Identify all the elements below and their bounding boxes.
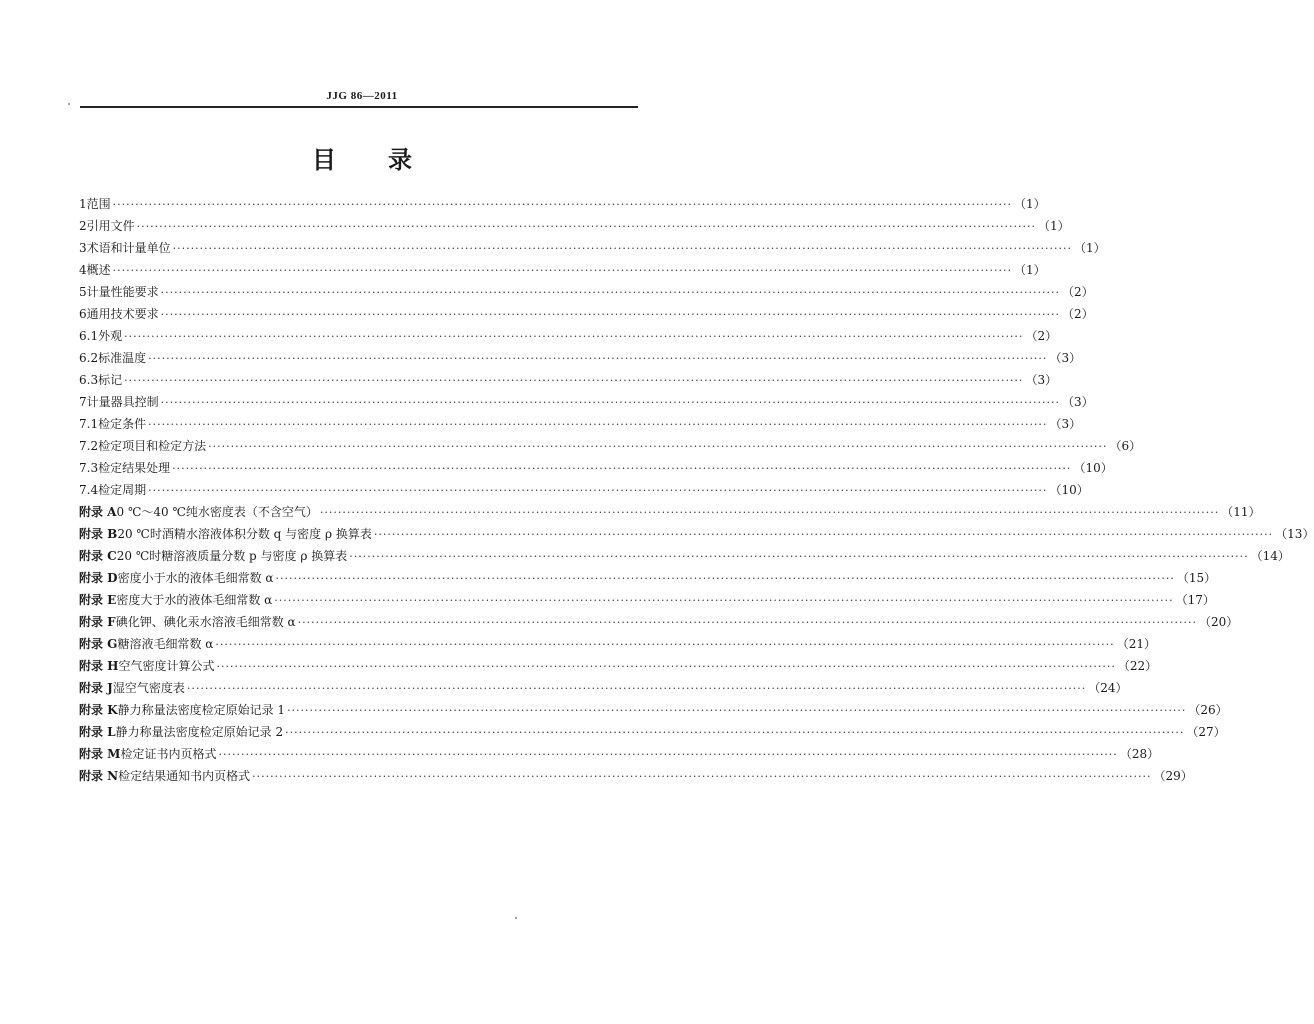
dot-leader: ········································································································································································································ (297, 616, 1197, 629)
toc-entry-number: 1 (79, 197, 87, 211)
toc-entry-title: 计量性能要求 (86, 285, 159, 299)
toc-entry (79, 501, 1261, 523)
toc-entry-page: （10） (1049, 483, 1089, 497)
toc-entry-title: 20 ℃时糖溶液质量分数 p 与密度 ρ 换算表 (116, 549, 348, 563)
toc-entry (79, 435, 1142, 457)
toc-entry-title: 通用技术要求 (86, 307, 159, 321)
toc-entry-title: 检定结果通知书内页格式 (118, 769, 251, 783)
toc-entry-page: （11） (1221, 505, 1261, 519)
toc-entry-title: 糖溶液毛细常数 α (117, 637, 214, 651)
toc-entry-number: 3 (79, 241, 87, 255)
toc-entry-number: 附录 L (79, 725, 116, 739)
toc-entry-number: 附录 N (79, 769, 119, 783)
toc-entry-number: 7.2 (79, 439, 99, 453)
toc-entry-title: 检定周期 (98, 483, 147, 497)
toc-entry-number: 附录 B (79, 527, 118, 541)
toc-entry-number: 6.3 (79, 373, 99, 387)
toc-entry-title: 0 ℃～40 ℃纯水密度表（不含空气） (116, 505, 318, 519)
toc-entry-number: 6 (79, 307, 87, 321)
toc-entry-page: （3） (1025, 373, 1058, 387)
dot-leader: ········································································································································································································ (124, 330, 1024, 343)
dot-leader: ········································································································································································································ (172, 462, 1072, 475)
toc-entry (79, 743, 1160, 765)
standard-code-header: JJG 86—2011 (326, 90, 398, 102)
toc-entry (79, 699, 1228, 721)
toc-entry-title: 引用文件 (86, 219, 135, 233)
toc-entry-page: （20） (1198, 615, 1239, 629)
toc-entry-number: 4 (79, 263, 87, 277)
dot-leader: ········································································································································································································ (148, 484, 1048, 497)
toc-entry-number: 附录 H (79, 659, 119, 673)
toc-entry-page: （29） (1153, 769, 1193, 783)
dot-leader: ········································································································································································································ (160, 308, 1060, 321)
dot-leader: ········································································································································································································ (319, 506, 1220, 519)
toc-entry-page: （1） (1073, 241, 1106, 255)
dot-leader: ········································································································································································································ (349, 550, 1249, 563)
dot-leader: ········································································································································································································ (287, 704, 1187, 717)
toc-entry-page: （3） (1049, 417, 1082, 431)
dot-leader: ········································································································································································································ (124, 374, 1024, 387)
toc-entry-number: 附录 G (79, 637, 118, 651)
dot-leader: ········································································································································································································ (148, 418, 1048, 431)
toc-entry-page: （2） (1061, 285, 1094, 299)
toc-entry-title: 范围 (86, 197, 111, 211)
toc-entry (79, 347, 1082, 369)
dot-leader: ········································································································································································································ (373, 528, 1274, 541)
toc-entry (79, 523, 1314, 545)
toc-entry-page: （17） (1175, 593, 1215, 607)
title-char-2: 录 (388, 146, 412, 174)
dot-leader: ········································································································································································································ (285, 726, 1185, 739)
title-char-1: 目 (312, 146, 336, 174)
toc-entry (79, 369, 1058, 391)
dot-leader: ········································································································································································································ (215, 638, 1115, 651)
toc-entry (79, 655, 1158, 677)
toc-entry-number: 附录 C (79, 549, 117, 563)
toc-entry (79, 303, 1094, 325)
toc-entry-title: 概述 (86, 263, 111, 277)
scan-speck (515, 917, 517, 919)
toc-entry-title: 检定证书内页格式 (120, 747, 217, 761)
toc-entry-title: 计量器具控制 (86, 395, 159, 409)
toc-entry-page: （22） (1117, 659, 1158, 673)
toc-entry-page: （13） (1275, 527, 1314, 541)
page-title (0, 140, 724, 175)
dot-leader: ········································································································································································································ (160, 286, 1060, 299)
toc-entry-page: （28） (1119, 747, 1160, 761)
toc-entry-title: 检定结果处理 (98, 461, 171, 475)
toc-entry-title: 静力称量法密度检定原始记录 1 (117, 703, 286, 717)
scan-speck (68, 103, 70, 105)
toc-entry-page: （26） (1188, 703, 1228, 717)
toc-entry-title: 标准温度 (98, 351, 147, 365)
toc-entry (79, 325, 1058, 347)
toc-entry-number: 7 (79, 395, 87, 409)
toc-entry-title: 术语和计量单位 (86, 241, 171, 255)
toc-entry-number: 附录 J (79, 681, 113, 695)
toc-entry-number: 5 (79, 285, 87, 299)
toc-entry (79, 677, 1128, 699)
header-rule (80, 106, 638, 108)
toc-entry-page: （21） (1116, 637, 1156, 651)
toc-entry-page: （6） (1109, 439, 1142, 453)
dot-leader: ········································································································································································································ (274, 594, 1174, 607)
toc-entry-number: 7.3 (79, 461, 99, 475)
toc-entry-page: （1） (1013, 197, 1046, 211)
toc-entry-number: 附录 M (79, 747, 121, 761)
toc-entry-title: 外观 (98, 329, 123, 343)
dot-leader: ········································································································································································································ (218, 748, 1118, 761)
toc-entry (79, 457, 1113, 479)
toc-entry (79, 611, 1239, 633)
toc-entry (79, 545, 1290, 567)
toc-entry-page: （15） (1176, 571, 1217, 585)
dot-leader: ········································································································································································································ (112, 264, 1012, 277)
toc-entry-page: （1） (1013, 263, 1046, 277)
toc-entry-title: 湿空气密度表 (112, 681, 185, 695)
toc-entry (79, 567, 1217, 589)
toc-entry-page: （3） (1061, 395, 1094, 409)
toc-entry-page: （2） (1061, 307, 1094, 321)
table-of-contents (79, 193, 1314, 787)
toc-entry-number: 附录 E (79, 593, 117, 607)
dot-leader: ········································································································································································································ (172, 242, 1072, 255)
toc-entry (79, 413, 1082, 435)
dot-leader: ········································································································································································································ (252, 770, 1152, 783)
toc-entry-number: 2 (79, 219, 87, 233)
dot-leader: ········································································································································································································ (208, 440, 1108, 453)
dot-leader: ········································································································································································································ (275, 572, 1175, 585)
toc-entry-title: 空气密度计算公式 (118, 659, 215, 673)
toc-entry (79, 259, 1046, 281)
toc-entry (79, 721, 1226, 743)
toc-entry-title: 密度小于水的液体毛细常数 α (117, 571, 274, 585)
dot-leader: ········································································································································································································ (216, 660, 1116, 673)
toc-entry-title: 检定项目和检定方法 (98, 439, 207, 453)
toc-entry (79, 281, 1094, 303)
dot-leader: ········································································································································································································ (160, 396, 1060, 409)
toc-entry-number: 7.4 (79, 483, 99, 497)
dot-leader: ········································································································································································································ (148, 352, 1048, 365)
toc-entry-title: 20 ℃时酒精水溶液体积分数 q 与密度 ρ 换算表 (117, 527, 372, 541)
toc-entry (79, 633, 1156, 655)
toc-entry (79, 391, 1094, 413)
toc-entry-title: 密度大于水的液体毛细常数 α (116, 593, 273, 607)
toc-entry (79, 193, 1046, 215)
toc-entry-page: （10） (1073, 461, 1113, 475)
toc-entry-number: 附录 A (79, 505, 117, 519)
toc-entry (79, 589, 1215, 611)
dot-leader: ········································································································································································································ (186, 682, 1087, 695)
toc-entry-title: 碘化钾、碘化汞水溶液毛细常数 α (115, 615, 296, 629)
toc-entry-number: 附录 K (79, 703, 118, 717)
toc-entry (79, 765, 1193, 787)
toc-entry-page: （14） (1250, 549, 1290, 563)
toc-entry-number: 6.2 (79, 351, 99, 365)
toc-entry-number: 7.1 (79, 417, 99, 431)
dot-leader: ········································································································································································································ (112, 198, 1012, 211)
toc-entry-number: 附录 F (79, 615, 116, 629)
toc-entry-page: （3） (1049, 351, 1082, 365)
toc-entry-number: 6.1 (79, 329, 99, 343)
toc-entry (79, 215, 1070, 237)
toc-entry-title: 静力称量法密度检定原始记录 2 (115, 725, 284, 739)
toc-entry (79, 237, 1106, 259)
toc-entry-page: （27） (1186, 725, 1226, 739)
toc-entry-page: （2） (1025, 329, 1058, 343)
toc-entry-title: 标记 (98, 373, 123, 387)
toc-entry-page: （1） (1037, 219, 1070, 233)
toc-entry-title: 检定条件 (98, 417, 147, 431)
toc-entry-number: 附录 D (79, 571, 118, 585)
toc-entry (79, 479, 1089, 501)
toc-entry-page: （24） (1088, 681, 1128, 695)
dot-leader: ········································································································································································································ (136, 220, 1036, 233)
